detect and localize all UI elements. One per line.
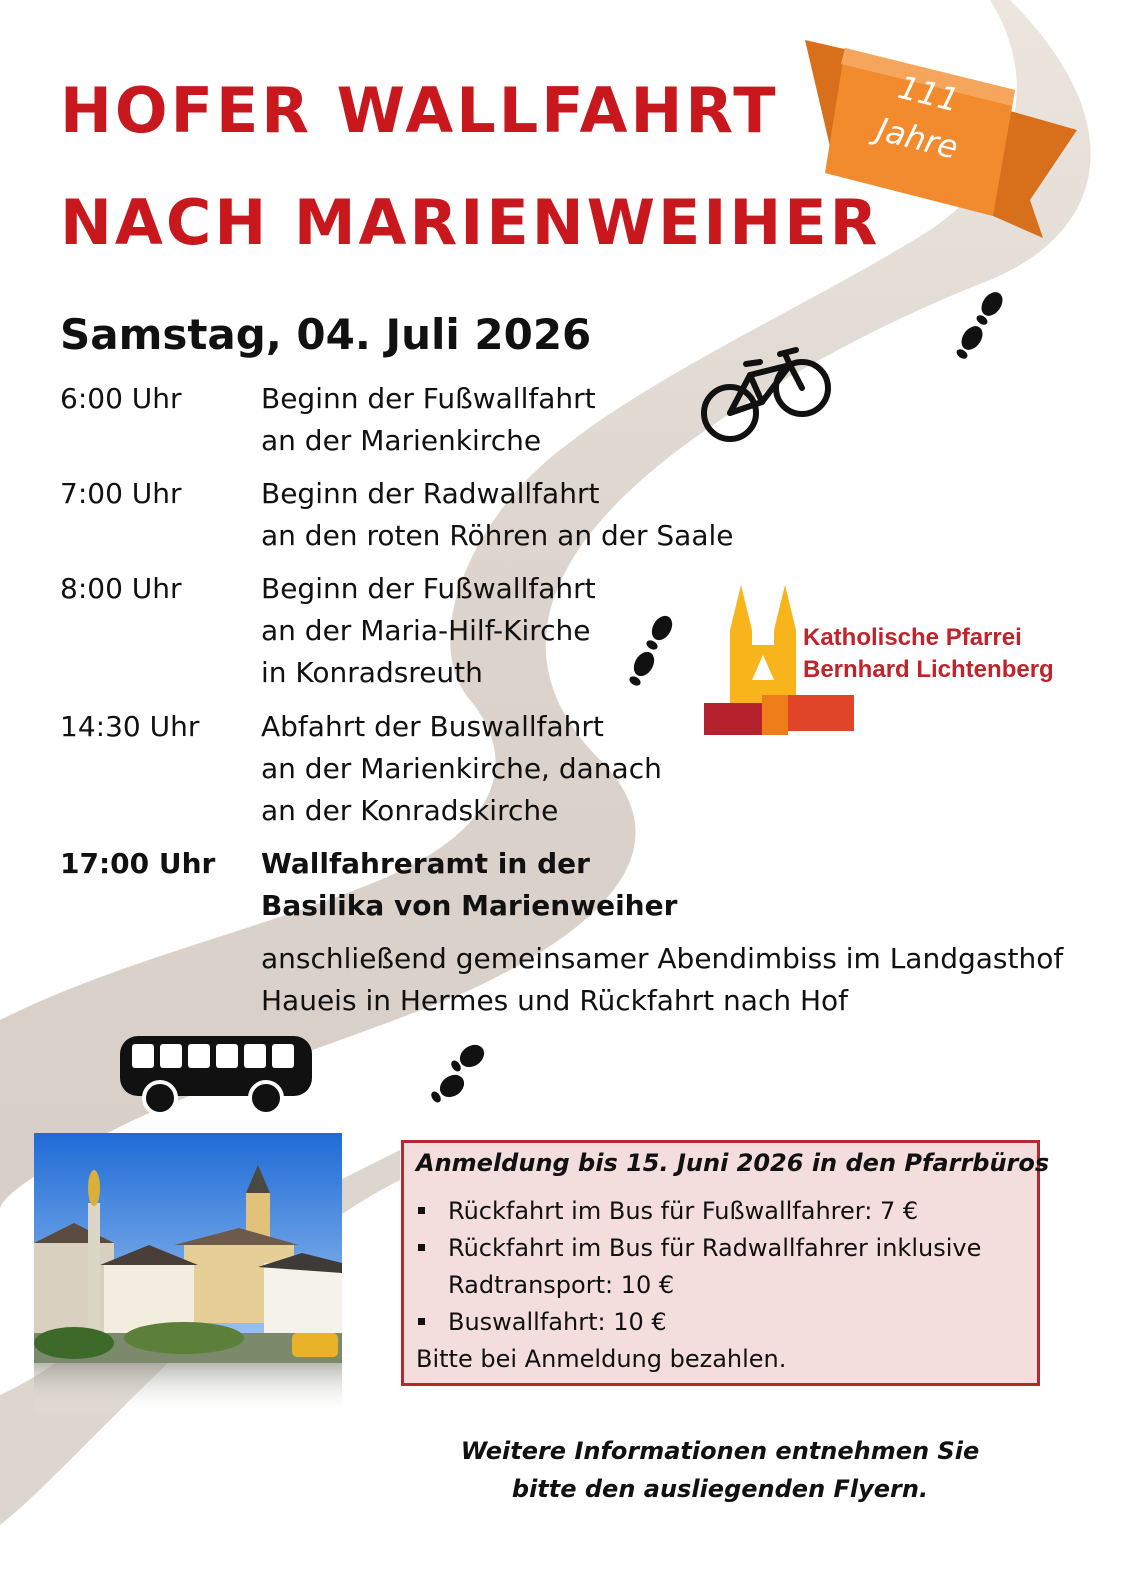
schedule-line: an der Maria-Hilf-Kirche <box>261 614 591 647</box>
schedule-description <box>261 568 596 694</box>
registration-note: Bitte bei Anmeldung bezahlen. <box>416 1345 787 1373</box>
schedule-description <box>261 473 734 557</box>
schedule-line: an der Konradskirche <box>261 794 559 827</box>
schedule-line: Wallfahreramt in der <box>261 847 590 880</box>
registration-item: Rückfahrt im Bus für Fußwallfahrer: 7 € <box>448 1197 919 1225</box>
registration-title: Anmeldung bis 15. Juni 2026 in den Pfarrbüros <box>416 1149 1050 1177</box>
schedule-time: 17:00 Uhr <box>60 847 216 880</box>
schedule-line: Beginn der Fußwallfahrt <box>261 382 596 415</box>
schedule-line: an der Marienkirche <box>261 424 542 457</box>
after-note-line: Haueis in Hermes und Rückfahrt nach Hof <box>261 984 849 1017</box>
registration-box <box>401 1140 1050 1386</box>
schedule-line: an den roten Röhren an der Saale <box>261 519 734 552</box>
bicycle-icon <box>700 340 835 450</box>
after-note-line: anschließend gemeinsamer Abendimbiss im Landgasthof <box>261 942 1064 975</box>
schedule-line: Beginn der Fußwallfahrt <box>261 572 596 605</box>
bullet-icon <box>418 1244 425 1251</box>
footer-line: Weitere Informationen entnehmen Sie <box>460 1437 980 1465</box>
schedule-description <box>261 378 596 462</box>
schedule-line: in Konradsreuth <box>261 656 483 689</box>
footer-line: bitte den ausliegenden Flyern. <box>511 1475 929 1503</box>
schedule-line: Beginn der Radwallfahrt <box>261 477 600 510</box>
anniversary-word: Jahre <box>872 109 962 167</box>
bus-icon <box>118 1034 314 1116</box>
schedule-line: an der Marienkirche, danach <box>261 752 662 785</box>
anniversary-number: 111 <box>894 67 963 120</box>
schedule-time: 7:00 Uhr <box>60 477 182 510</box>
title-line-2: NACH MARIENWEIHER <box>60 186 881 259</box>
after-note <box>261 938 1063 1022</box>
registration-item: Radtransport: 10 € <box>448 1271 675 1299</box>
footprints-icon <box>952 290 1008 370</box>
registration-item: Rückfahrt im Bus für Radwallfahrer inklusive <box>448 1234 982 1262</box>
event-date: Samstag, 04. Juli 2026 <box>60 310 592 359</box>
parish-name <box>803 622 1054 686</box>
schedule-time: 14:30 Uhr <box>60 710 200 743</box>
footprints-icon <box>624 612 680 696</box>
parish-name-line-2: Bernhard Lichtenberg <box>803 656 1054 683</box>
schedule-time: 6:00 Uhr <box>60 382 182 415</box>
basilica-photo <box>34 1133 342 1415</box>
schedule-description <box>261 843 677 927</box>
bullet-icon <box>418 1207 425 1214</box>
title-line-1: HOFER WALLFAHRT <box>60 74 779 147</box>
footer-note <box>430 1432 1010 1508</box>
parish-name-line-1: Katholische Pfarrei <box>803 624 1022 651</box>
footprints-icon <box>428 1042 492 1112</box>
schedule-description <box>261 706 662 832</box>
schedule-time: 8:00 Uhr <box>60 572 182 605</box>
schedule-line: Abfahrt der Buswallfahrt <box>261 710 604 743</box>
schedule-line: Basilika von Marienweiher <box>261 889 678 922</box>
registration-item: Buswallfahrt: 10 € <box>448 1308 667 1336</box>
bullet-icon <box>418 1318 425 1325</box>
